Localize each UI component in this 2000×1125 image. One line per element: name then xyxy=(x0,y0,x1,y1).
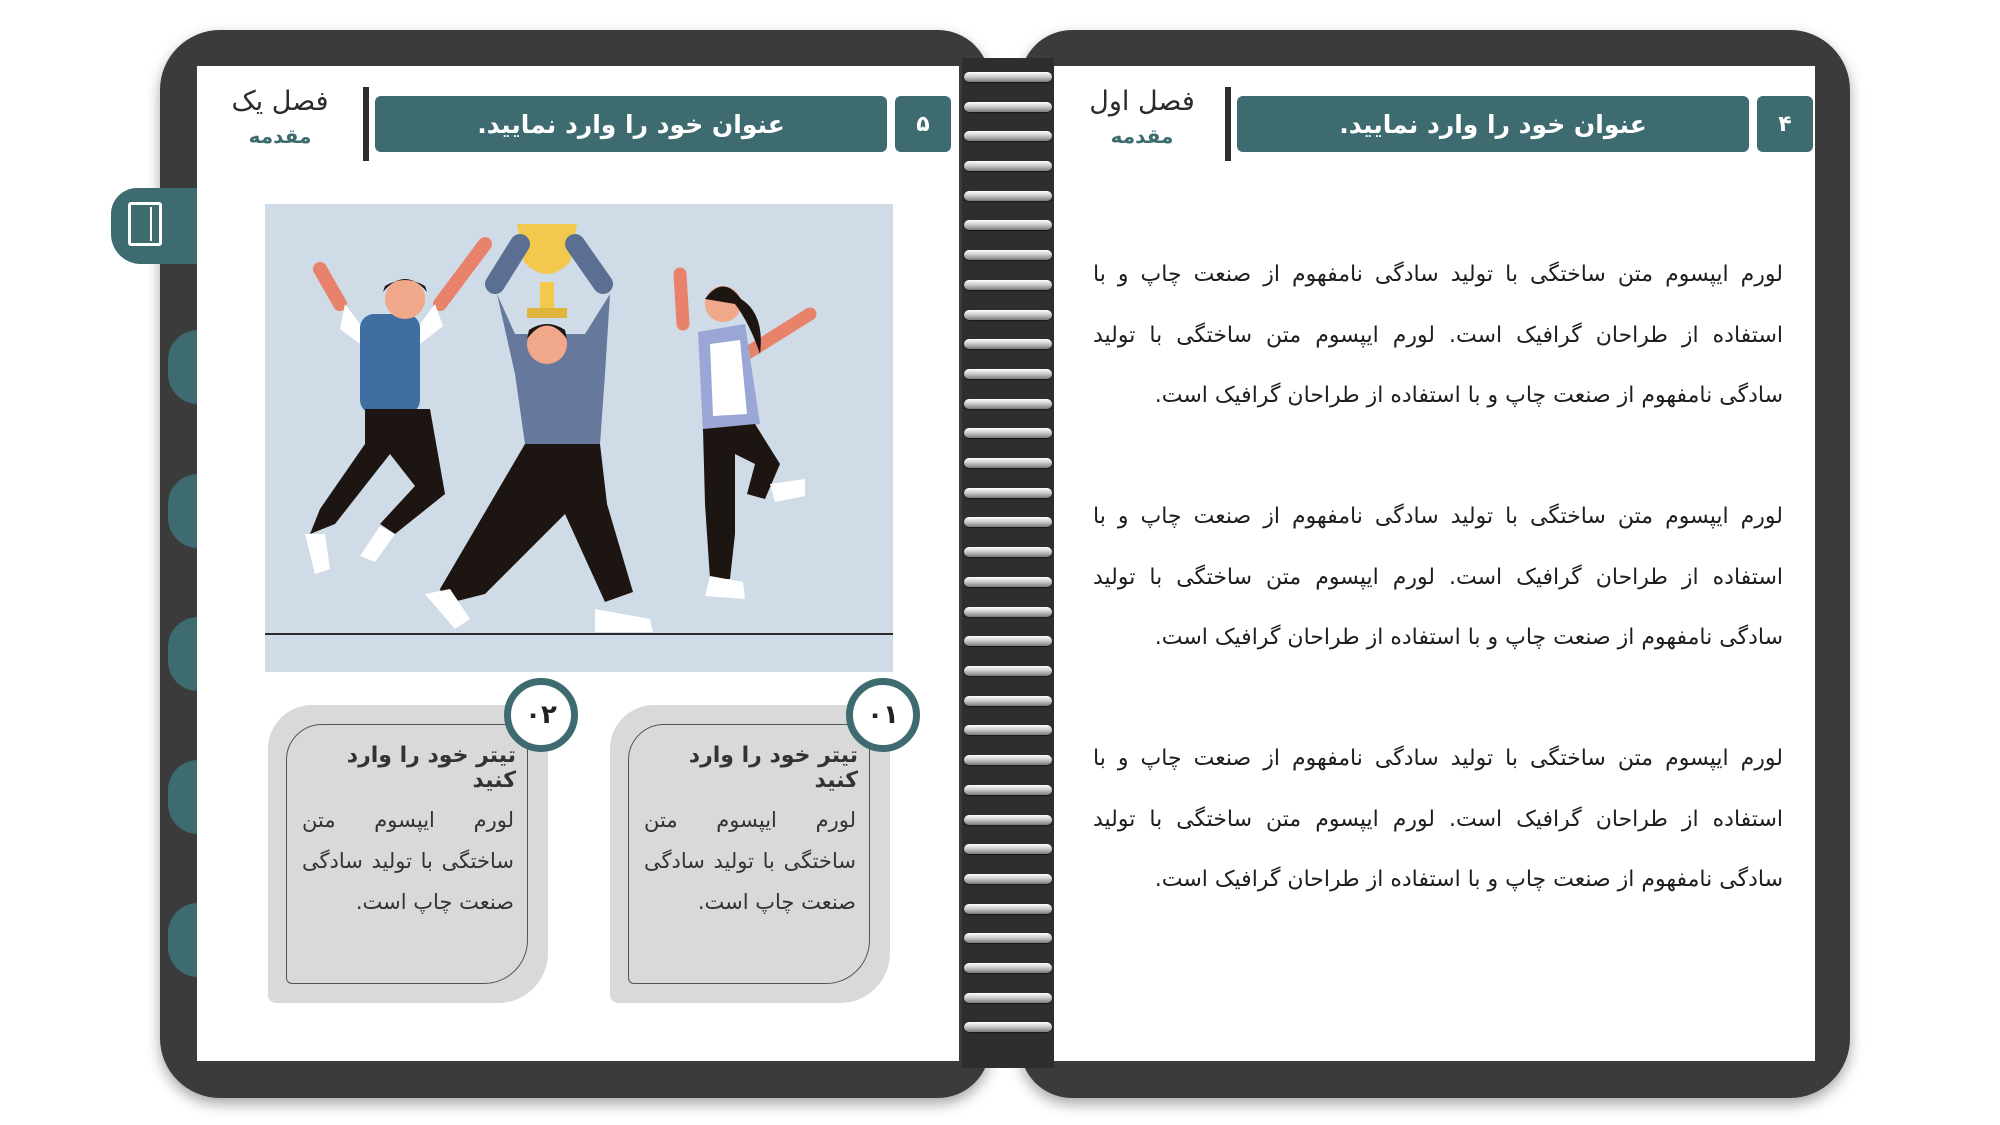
spiral-ring xyxy=(964,1022,1052,1032)
spiral-ring xyxy=(964,339,1052,349)
right-header-divider xyxy=(1225,87,1231,161)
spiral-ring xyxy=(964,131,1052,141)
spiral-ring xyxy=(964,666,1052,676)
spiral-ring xyxy=(964,785,1052,795)
spiral-ring xyxy=(964,428,1052,438)
right-page-number: ۴ xyxy=(1757,96,1813,152)
body-paragraph-3: لورم ایپسوم متن ساختگی با تولید سادگی نامفهوم از صنعت چاپ و با استفاده از طراحان گرافیک است. لورم ایپسوم متن ساختگی با تولید سادگی نامفهوم از صنعت چاپ و با استفاده از طراحان گرافیک است. xyxy=(1093,746,1783,892)
spiral-ring xyxy=(964,220,1052,230)
card-02-title: تیتر خود را وارد کنید xyxy=(346,743,516,793)
spiral-ring xyxy=(964,161,1052,171)
left-chapter-title: فصل یک xyxy=(231,86,329,117)
spiral-ring xyxy=(964,607,1052,617)
spiral-ring xyxy=(964,280,1052,290)
spiral-ring xyxy=(964,488,1052,498)
body-paragraph-2: لورم ایپسوم متن ساختگی با تولید سادگی نامفهوم از صنعت چاپ و با استفاده از طراحان گرافیک است. لورم ایپسوم متن ساختگی با تولید سادگی نامفهوم از صنعت چاپ و با استفاده از طراحان گرافیک است. xyxy=(1093,504,1783,650)
spiral-ring xyxy=(964,72,1052,82)
card-01-badge: ۰۱ xyxy=(846,678,920,752)
spiral-ring xyxy=(964,815,1052,825)
spiral-ring xyxy=(964,874,1052,884)
spiral-ring xyxy=(964,458,1052,468)
spiral-ring xyxy=(964,933,1052,943)
spiral-ring xyxy=(964,399,1052,409)
spiral-ring xyxy=(964,191,1052,201)
left-page-number: ۵ xyxy=(895,96,951,152)
spiral-ring xyxy=(964,636,1052,646)
spiral-ring xyxy=(964,844,1052,854)
spiral-ring xyxy=(964,696,1052,706)
celebration-illustration xyxy=(265,204,893,672)
spiral-ring xyxy=(964,993,1052,1003)
celebrating-team-icon xyxy=(265,204,893,672)
right-chapter-title: فصل اول xyxy=(1089,86,1195,117)
book-icon xyxy=(128,202,162,246)
spiral-spine xyxy=(962,58,1054,1068)
spiral-ring xyxy=(964,517,1052,527)
card-02-body: لورم ایپسوم متن ساختگی با تولید سادگی صنعت چاپ است. xyxy=(302,808,514,914)
right-header-title: عنوان خود را وارد نمایید. xyxy=(1237,96,1749,152)
card-01-body: لورم ایپسوم متن ساختگی با تولید سادگی صنعت چاپ است. xyxy=(644,808,856,914)
chapter-tab-book[interactable] xyxy=(111,188,197,264)
spiral-ring xyxy=(964,310,1052,320)
spiral-ring xyxy=(964,904,1052,914)
card-01-title: تیتر خود را وارد کنید xyxy=(688,743,858,793)
left-header-title: عنوان خود را وارد نمایید. xyxy=(375,96,887,152)
left-chapter-subtitle: مقدمه xyxy=(248,124,312,148)
spiral-ring xyxy=(964,755,1052,765)
spiral-ring xyxy=(964,725,1052,735)
spiral-ring xyxy=(964,102,1052,112)
card-02-badge: ۰۲ xyxy=(504,678,578,752)
left-header-divider xyxy=(363,87,369,161)
spiral-ring xyxy=(964,369,1052,379)
right-chapter-subtitle: مقدمه xyxy=(1110,124,1174,148)
body-paragraph-1: لورم ایپسوم متن ساختگی با تولید سادگی نامفهوم از صنعت چاپ و با استفاده از طراحان گرافیک است. لورم ایپسوم متن ساختگی با تولید سادگی نامفهوم از صنعت چاپ و با استفاده از طراحان گرافیک است. xyxy=(1093,262,1783,408)
spiral-ring xyxy=(964,250,1052,260)
spiral-ring xyxy=(964,963,1052,973)
spiral-ring xyxy=(964,547,1052,557)
spiral-ring xyxy=(964,577,1052,587)
